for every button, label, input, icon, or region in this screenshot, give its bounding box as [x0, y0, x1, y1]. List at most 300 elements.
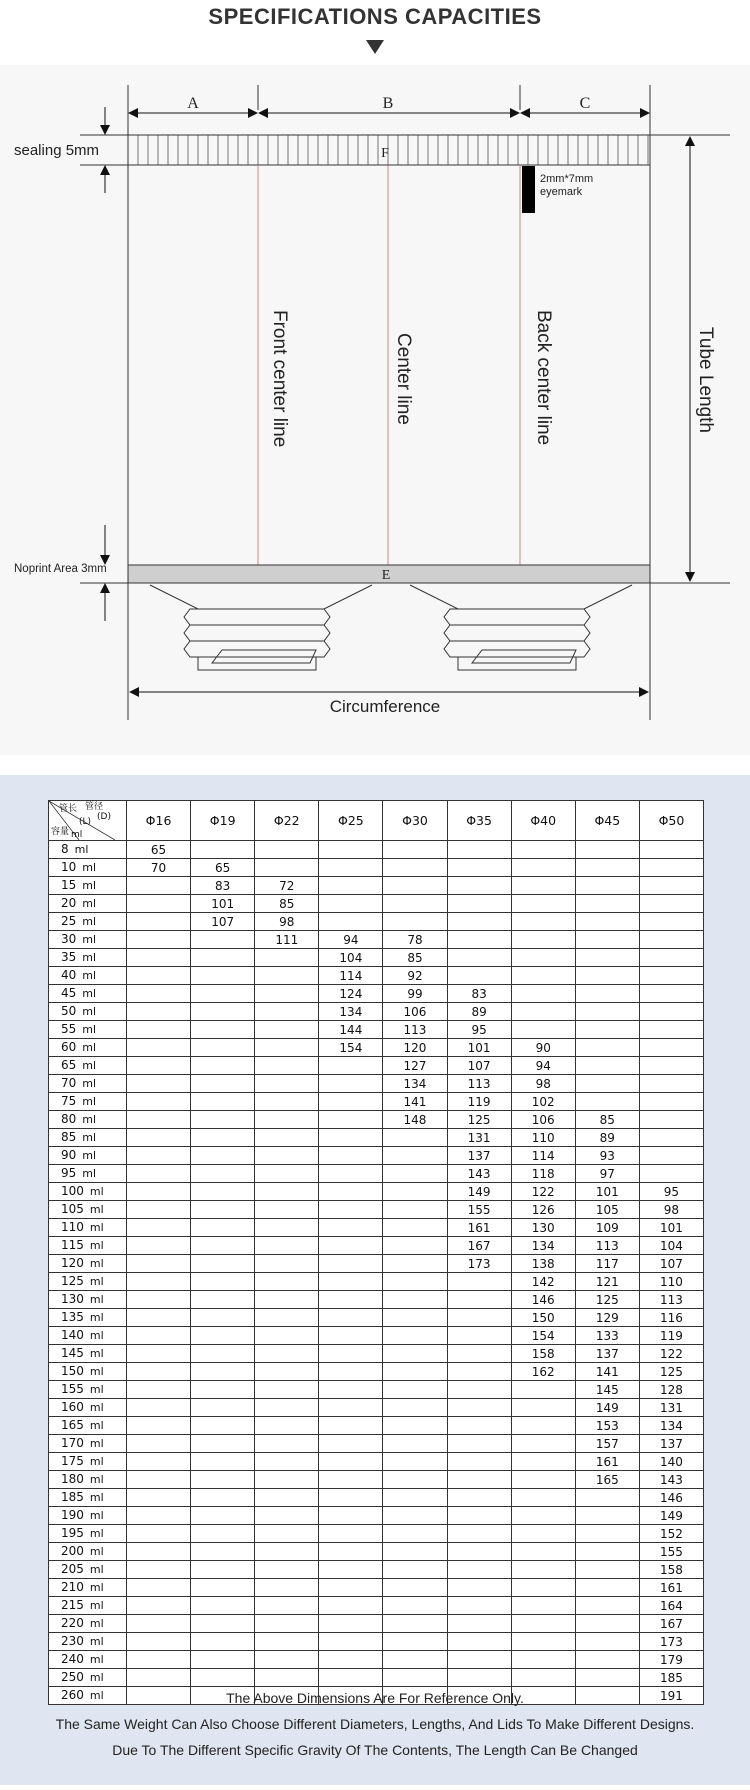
length-cell	[383, 1489, 447, 1507]
length-cell: 134	[319, 1003, 383, 1021]
length-cell	[191, 1093, 255, 1111]
capacity-cell	[49, 1633, 127, 1651]
length-cell	[511, 1579, 575, 1597]
length-cell	[639, 1129, 703, 1147]
length-cell	[447, 877, 511, 895]
length-cell	[191, 1183, 255, 1201]
capacity-value: 70	[61, 1076, 77, 1090]
capacity-unit: ml	[89, 1221, 104, 1234]
length-cell	[191, 1021, 255, 1039]
length-cell	[255, 1237, 319, 1255]
capacity-value: 15	[61, 878, 77, 892]
capacity-value: 110	[61, 1220, 84, 1234]
length-cell	[255, 1219, 319, 1237]
length-cell: 185	[639, 1669, 703, 1687]
length-cell	[511, 1021, 575, 1039]
capacity-value: 100	[61, 1184, 84, 1198]
capacity-cell	[49, 1129, 127, 1147]
length-cell	[191, 1489, 255, 1507]
length-cell	[511, 913, 575, 931]
table-row	[49, 1597, 704, 1615]
length-cell	[319, 1255, 383, 1273]
length-cell	[255, 1183, 319, 1201]
length-cell	[319, 1309, 383, 1327]
length-cell: 85	[383, 949, 447, 967]
eyemark-label: eyemark	[540, 186, 583, 198]
capacity-unit: ml	[89, 1563, 104, 1576]
length-cell	[447, 1543, 511, 1561]
length-cell	[127, 1309, 191, 1327]
table-corner-header	[49, 801, 127, 841]
capacity-unit: ml	[89, 1509, 104, 1522]
table-row	[49, 985, 704, 1003]
diameter-header: Φ40	[511, 801, 575, 841]
table-row	[49, 1489, 704, 1507]
capacity-cell	[49, 841, 127, 859]
length-cell	[511, 859, 575, 877]
length-cell	[511, 1399, 575, 1417]
table-row	[49, 1561, 704, 1579]
length-cell	[383, 1615, 447, 1633]
length-cell	[383, 1399, 447, 1417]
capacity-unit: ml	[89, 1203, 104, 1216]
length-cell: 117	[575, 1255, 639, 1273]
length-cell: 162	[511, 1363, 575, 1381]
length-cell	[639, 931, 703, 949]
length-cell	[447, 1453, 511, 1471]
capacity-unit: ml	[89, 1671, 104, 1684]
length-cell	[447, 949, 511, 967]
capacity-cell	[49, 1021, 127, 1039]
length-cell	[447, 1309, 511, 1327]
length-cell	[447, 895, 511, 913]
length-cell	[127, 1525, 191, 1543]
length-cell: 93	[575, 1147, 639, 1165]
length-cell: 145	[575, 1381, 639, 1399]
length-cell	[127, 1543, 191, 1561]
noprint-label: Noprint Area 3mm	[14, 563, 107, 575]
length-cell: 124	[319, 985, 383, 1003]
length-cell	[319, 1651, 383, 1669]
length-cell	[511, 1633, 575, 1651]
length-cell	[127, 1435, 191, 1453]
length-cell	[255, 1039, 319, 1057]
capacity-unit: ml	[89, 1257, 104, 1270]
length-cell	[511, 931, 575, 949]
length-cell	[319, 1237, 383, 1255]
note-line-3: Due To The Different Specific Gravity Of The Contents, The Length Can Be Changed	[112, 1742, 638, 1758]
length-cell	[383, 1237, 447, 1255]
front-center-line-label: Front center line	[269, 310, 290, 448]
corner-length-label: 管长	[59, 804, 78, 814]
length-cell	[127, 949, 191, 967]
length-cell	[383, 913, 447, 931]
length-cell: 65	[127, 841, 191, 859]
capacity-unit: ml	[89, 1581, 104, 1594]
length-cell	[255, 1525, 319, 1543]
table-row	[49, 1417, 704, 1435]
length-cell	[127, 877, 191, 895]
length-cell	[255, 1021, 319, 1039]
capacity-cell	[49, 1471, 127, 1489]
length-cell	[127, 967, 191, 985]
length-cell: 141	[575, 1363, 639, 1381]
capacity-cell	[49, 1489, 127, 1507]
length-cell: 125	[447, 1111, 511, 1129]
tube-shoulder-left	[150, 585, 372, 670]
length-cell: 155	[639, 1543, 703, 1561]
length-cell	[511, 985, 575, 1003]
length-cell	[191, 1003, 255, 1021]
length-cell	[319, 1183, 383, 1201]
length-cell	[639, 967, 703, 985]
length-cell	[319, 1111, 383, 1129]
length-cell: 131	[639, 1399, 703, 1417]
table-row	[49, 949, 704, 967]
capacity-cell	[49, 985, 127, 1003]
length-cell	[191, 1381, 255, 1399]
length-cell	[383, 1219, 447, 1237]
length-cell	[319, 1579, 383, 1597]
table-row	[49, 1039, 704, 1057]
length-cell	[639, 1057, 703, 1075]
length-cell	[511, 877, 575, 895]
capacity-cell	[49, 1165, 127, 1183]
length-cell: 149	[447, 1183, 511, 1201]
diameter-header: Φ30	[383, 801, 447, 841]
capacity-value: 75	[61, 1094, 77, 1108]
length-cell: 98	[639, 1201, 703, 1219]
capacity-unit: ml	[82, 879, 97, 892]
length-cell	[127, 1093, 191, 1111]
length-cell	[191, 1039, 255, 1057]
length-cell	[383, 1273, 447, 1291]
length-cell	[447, 1633, 511, 1651]
note-line-1: The Above Dimensions Are For Reference Only.	[226, 1690, 524, 1706]
length-cell	[575, 1543, 639, 1561]
length-cell	[127, 1633, 191, 1651]
length-cell	[383, 1471, 447, 1489]
length-cell	[383, 1363, 447, 1381]
length-cell	[127, 1561, 191, 1579]
capacity-cell	[49, 1345, 127, 1363]
length-cell	[575, 1003, 639, 1021]
table-row	[49, 1057, 704, 1075]
length-cell	[127, 1507, 191, 1525]
length-cell	[191, 1399, 255, 1417]
length-cell: 101	[575, 1183, 639, 1201]
length-cell	[319, 913, 383, 931]
length-cell	[383, 1435, 447, 1453]
capacity-value: 230	[61, 1634, 84, 1648]
capacity-value: 205	[61, 1562, 84, 1576]
capacity-value: 130	[61, 1292, 84, 1306]
capacity-cell	[49, 1309, 127, 1327]
length-cell	[255, 1453, 319, 1471]
capacity-unit: ml	[89, 1383, 104, 1396]
length-cell	[575, 1651, 639, 1669]
capacity-unit: ml	[82, 897, 97, 910]
length-cell	[319, 1129, 383, 1147]
length-cell	[191, 1579, 255, 1597]
length-cell: 95	[639, 1183, 703, 1201]
length-cell	[319, 877, 383, 895]
diameter-header: Φ19	[191, 801, 255, 841]
length-cell: 85	[255, 895, 319, 913]
length-cell	[447, 1273, 511, 1291]
capacity-value: 180	[61, 1472, 84, 1486]
length-cell	[319, 1381, 383, 1399]
length-cell	[127, 1651, 191, 1669]
length-cell	[191, 1543, 255, 1561]
center-lines	[258, 165, 520, 565]
capacity-unit: ml	[89, 1527, 104, 1540]
table-row	[49, 1507, 704, 1525]
length-cell	[127, 1075, 191, 1093]
table-row	[49, 1021, 704, 1039]
length-cell	[511, 1561, 575, 1579]
length-cell	[319, 1417, 383, 1435]
length-cell	[383, 1147, 447, 1165]
capacity-value: 190	[61, 1508, 84, 1522]
tube-specification-diagram	[0, 65, 750, 755]
length-cell	[127, 1021, 191, 1039]
capacity-value: 155	[61, 1382, 84, 1396]
capacity-unit: ml	[82, 933, 97, 946]
sealing-label: sealing 5mm	[14, 142, 100, 159]
length-cell	[191, 1561, 255, 1579]
length-cell	[191, 1507, 255, 1525]
length-cell: 146	[639, 1489, 703, 1507]
corner-capacity-label: 容量	[51, 827, 70, 837]
length-cell	[255, 1543, 319, 1561]
length-cell	[255, 1363, 319, 1381]
length-cell	[383, 1255, 447, 1273]
length-cell: 106	[511, 1111, 575, 1129]
length-cell: 167	[639, 1615, 703, 1633]
length-cell	[191, 1327, 255, 1345]
table-row	[49, 1273, 704, 1291]
capacity-value: 30	[61, 932, 77, 946]
capacity-unit: ml	[89, 1635, 104, 1648]
length-cell	[383, 1507, 447, 1525]
length-cell: 173	[639, 1633, 703, 1651]
length-cell	[447, 1345, 511, 1363]
length-cell	[191, 931, 255, 949]
noprint-marker-label: E	[381, 568, 391, 583]
capacity-unit: ml	[89, 1653, 104, 1666]
length-cell	[255, 1435, 319, 1453]
table-row	[49, 1093, 704, 1111]
length-cell	[255, 1669, 319, 1687]
length-cell	[639, 1111, 703, 1129]
diameter-header: Φ35	[447, 801, 511, 841]
table-row	[49, 1345, 704, 1363]
length-cell	[319, 895, 383, 913]
length-cell	[319, 1471, 383, 1489]
length-cell	[319, 1273, 383, 1291]
table-row	[49, 1003, 704, 1021]
capacity-cell	[49, 1363, 127, 1381]
length-cell: 149	[575, 1399, 639, 1417]
length-cell	[575, 967, 639, 985]
capacity-value: 60	[61, 1040, 77, 1054]
length-cell	[191, 1345, 255, 1363]
capacity-cell	[49, 1093, 127, 1111]
length-cell	[191, 1057, 255, 1075]
length-cell: 152	[639, 1525, 703, 1543]
length-cell	[255, 1417, 319, 1435]
capacity-table	[48, 800, 704, 1705]
length-cell: 106	[383, 1003, 447, 1021]
length-cell	[127, 1057, 191, 1075]
length-cell	[255, 841, 319, 859]
length-cell	[127, 1489, 191, 1507]
length-cell	[575, 931, 639, 949]
diameter-header: Φ25	[319, 801, 383, 841]
length-cell: 104	[319, 949, 383, 967]
length-cell	[127, 1471, 191, 1489]
length-cell	[447, 1435, 511, 1453]
circumference-label: Circumference	[329, 697, 441, 716]
length-cell	[127, 1039, 191, 1057]
length-cell	[383, 1543, 447, 1561]
length-cell: 105	[575, 1201, 639, 1219]
capacity-value: 40	[61, 968, 77, 982]
length-cell	[255, 967, 319, 985]
length-cell	[319, 1327, 383, 1345]
length-cell	[447, 1363, 511, 1381]
length-cell	[191, 1075, 255, 1093]
length-cell	[639, 913, 703, 931]
capacity-cell	[49, 895, 127, 913]
length-cell	[511, 1525, 575, 1543]
length-cell: 113	[575, 1237, 639, 1255]
length-cell	[319, 1633, 383, 1651]
length-cell	[575, 1561, 639, 1579]
length-cell	[575, 985, 639, 1003]
capacity-cell	[49, 1183, 127, 1201]
length-cell: 143	[447, 1165, 511, 1183]
length-cell	[255, 1057, 319, 1075]
length-cell: 157	[575, 1435, 639, 1453]
length-cell	[383, 1651, 447, 1669]
length-cell	[639, 895, 703, 913]
table-header-row	[49, 801, 704, 841]
capacity-unit: ml	[89, 1545, 104, 1558]
length-cell	[191, 949, 255, 967]
table-row	[49, 931, 704, 949]
length-cell: 94	[511, 1057, 575, 1075]
capacity-unit: ml	[82, 861, 97, 874]
length-cell	[127, 895, 191, 913]
table-row	[49, 877, 704, 895]
length-cell	[383, 1309, 447, 1327]
length-cell	[383, 859, 447, 877]
table-row	[49, 1165, 704, 1183]
length-cell	[255, 1381, 319, 1399]
table-body	[49, 841, 704, 1705]
length-cell	[127, 931, 191, 949]
length-cell	[383, 1561, 447, 1579]
capacity-cell	[49, 877, 127, 895]
length-cell: 110	[639, 1273, 703, 1291]
length-cell: 65	[191, 859, 255, 877]
length-cell	[447, 1399, 511, 1417]
length-cell	[383, 841, 447, 859]
corner-capacity-unit: ml	[71, 830, 83, 840]
length-cell	[319, 1165, 383, 1183]
table-row	[49, 1669, 704, 1687]
length-cell: 125	[575, 1291, 639, 1309]
length-cell	[383, 1633, 447, 1651]
capacity-value: 20	[61, 896, 77, 910]
table-row	[49, 1129, 704, 1147]
length-cell	[255, 1561, 319, 1579]
table-row	[49, 841, 704, 859]
segment-b-label: B	[382, 95, 394, 112]
length-cell	[575, 1057, 639, 1075]
length-cell	[383, 1669, 447, 1687]
table-row	[49, 1327, 704, 1345]
length-cell	[639, 1003, 703, 1021]
length-cell	[639, 949, 703, 967]
length-cell: 134	[383, 1075, 447, 1093]
length-cell	[447, 841, 511, 859]
length-cell: 140	[639, 1453, 703, 1471]
capacity-cell	[49, 1453, 127, 1471]
capacity-value: 95	[61, 1166, 77, 1180]
length-cell	[255, 859, 319, 877]
table-row	[49, 1111, 704, 1129]
length-cell	[511, 1669, 575, 1687]
length-cell	[575, 841, 639, 859]
length-cell	[127, 1615, 191, 1633]
capacity-unit: ml	[82, 951, 97, 964]
length-cell	[447, 1525, 511, 1543]
capacity-cell	[49, 1219, 127, 1237]
length-cell	[191, 1273, 255, 1291]
length-cell	[383, 1381, 447, 1399]
length-cell	[639, 841, 703, 859]
length-cell	[447, 859, 511, 877]
capacity-unit: ml	[89, 1437, 104, 1450]
diameter-header: Φ16	[127, 801, 191, 841]
length-cell	[447, 931, 511, 949]
length-cell	[575, 1615, 639, 1633]
length-cell: 98	[255, 913, 319, 931]
length-cell	[191, 1615, 255, 1633]
capacity-value: 250	[61, 1670, 84, 1684]
length-cell	[447, 1507, 511, 1525]
length-cell	[319, 1345, 383, 1363]
capacity-unit: ml	[82, 1059, 97, 1072]
length-cell	[127, 1201, 191, 1219]
length-cell: 114	[319, 967, 383, 985]
capacity-cell	[49, 1111, 127, 1129]
table-row	[49, 1381, 704, 1399]
capacity-cell	[49, 967, 127, 985]
table-row	[49, 1399, 704, 1417]
length-cell	[255, 1003, 319, 1021]
capacity-unit: ml	[89, 1185, 104, 1198]
capacity-unit: ml	[89, 1599, 104, 1612]
length-cell	[447, 967, 511, 985]
length-cell: 137	[447, 1147, 511, 1165]
table-row	[49, 1219, 704, 1237]
length-cell	[575, 1525, 639, 1543]
capacity-unit: ml	[89, 1401, 104, 1414]
